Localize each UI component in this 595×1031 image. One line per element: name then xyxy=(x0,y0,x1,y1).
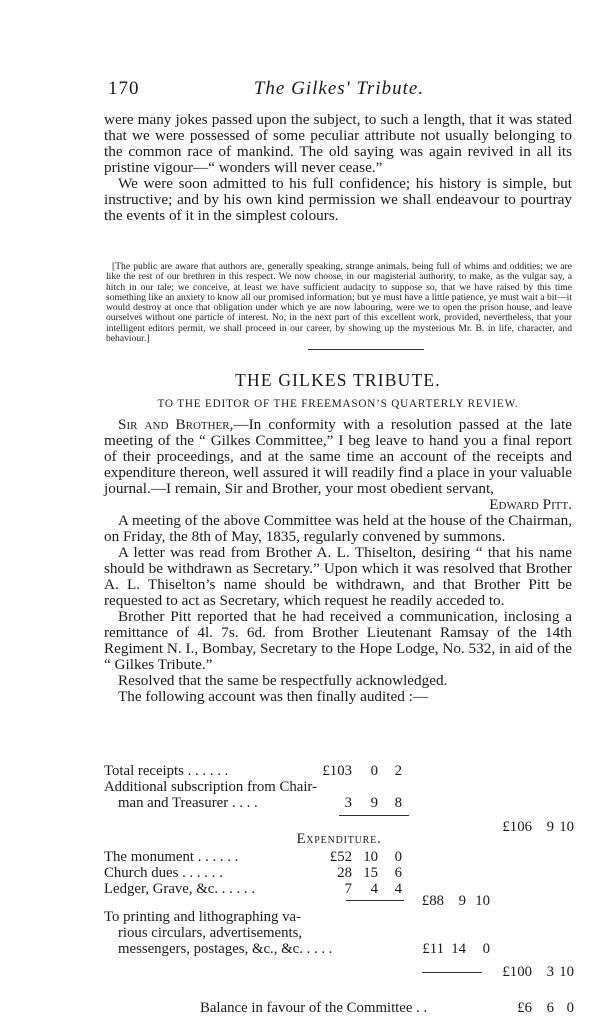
editor-note: [The public are aware that authors are, generally speaking, strange animals, being full of whims and oddities; we are like the rest of our brethren in this respect. We now choose, in our magisterial authority, to make, as the vulgar say, a hitch in our tale; we conceive, at least we have sufficient audacity to suppose so, that we have raised by this time something like an anxiety to know all our promised information; but ye must have a little patience, ye must wait a bit—it would destroy at once that obligation under which ye are now labouring, were we to open the prison house, and leave ourselves without one particle of interest. No, in the next part of this excellent work, provided, nevertheless, that your intelligent editors permit, we shall proceed in our career, by showing up the mysterious Mr. B. in life, character, and behaviour.] xyxy=(106,261,572,345)
expense-row: Ledger, Grave, &c. . . . . . 7 4 4 xyxy=(104,881,402,897)
section-divider xyxy=(308,349,424,350)
resolved-paragraph: Resolved that the same be respectfully acknowledged. xyxy=(118,672,448,689)
article-title: THE GILKES TRIBUTE. xyxy=(235,370,441,390)
page-number: 170 xyxy=(108,78,140,99)
article-body xyxy=(104,417,572,705)
intro-paragraph-1: were many jokes passed upon the subject, to such a length, that it was stated that we were possessed of some peculiar attribute not usually belonging to the common race of mankind. The old saying was again revived in all its pristine vigour—“ wonders will never cease.” xyxy=(104,111,572,176)
salutation: Sir and Brother, xyxy=(118,416,234,433)
expenses-subtotal-row: £88 9 10 xyxy=(421,893,490,909)
expenditure-total-row: £100 3 10 xyxy=(502,964,574,980)
intro-paragraph-2: We were soon admitted to his full confidence; his history is simple, but instructive; and by his own kind permission we shall endeavour to pourtray the events of it in the simplest colours. xyxy=(104,175,572,224)
meeting-paragraph: A meeting of the above Committee was held at the house of the Chairman, on Friday, the 8th of May, 1835, regularly convened by summons. xyxy=(104,512,572,545)
signature: Edward Pitt. xyxy=(489,496,572,513)
intro-text xyxy=(104,112,572,224)
printing-line: To printing and lithographing va- xyxy=(104,909,302,925)
following-paragraph: The following account was then finally audited :— xyxy=(118,688,428,705)
receipts-block xyxy=(104,763,574,811)
printing-block xyxy=(104,909,574,957)
receipt-row: Total receipts . . . . . . £103 0 2 xyxy=(104,763,402,779)
expenditure-heading: Expenditure. xyxy=(296,831,382,847)
receipt-row: man and Treasurer . . . . 3 9 8 xyxy=(118,795,402,811)
letter-read-paragraph: A letter was read from Brother A. L. Thiselton, desiring “ that his name should be withdrawn as Secretary.” Upon which it was resolved that Brother A. L. Thiselton’s name should be withdrawn, and that Brother Pitt be requested to act as Secretary, which request he readily acceded to. xyxy=(104,544,572,609)
receipts-total-row: £106 9 10 xyxy=(502,819,574,835)
running-title: The Gilkes' Tribute. xyxy=(253,78,425,99)
letter-text: —In conformity with a resolution passed at the late meeting of the “ Gilkes Committee,” I beg leave to hand you a final report of their proceedings, and at the same time an account of the receipts and expenditure thereon, well assured it will readily find a place in your valuable journal.—I remain, Sir and Brother, your most obedient servant, xyxy=(104,416,572,497)
printing-line: messengers, postages, &c., &c. . . . . £11 14 0 xyxy=(118,941,490,957)
article-subtitle: TO THE EDITOR OF THE FREEMASON’S QUARTERLY REVIEW. xyxy=(157,398,519,410)
letter-paragraph xyxy=(104,417,572,497)
report-paragraph: Brother Pitt reported that he had received a communication, inclosing a remittance of 4l. 7s. 6d. from Brother Lieutenant Ramsay of the 14th Regiment N. I., Bombay, Secretary to the Hope Lodge, No. 532, in aid of the “ Gilkes Tribute.” xyxy=(104,608,572,673)
expenses-block xyxy=(104,849,574,897)
expense-row: Church dues . . . . . . 28 15 6 xyxy=(104,865,402,881)
receipt-row: Additional subscription from Chair- xyxy=(104,779,317,795)
printing-line: rious circulars, advertisements, xyxy=(118,925,303,941)
receipts-rule xyxy=(339,815,409,816)
balance-row: Balance in favour of the Committee . . £6 6 0 xyxy=(200,1000,574,1016)
page-header xyxy=(108,78,570,102)
expense-row: The monument . . . . . . £52 10 0 xyxy=(104,849,402,865)
